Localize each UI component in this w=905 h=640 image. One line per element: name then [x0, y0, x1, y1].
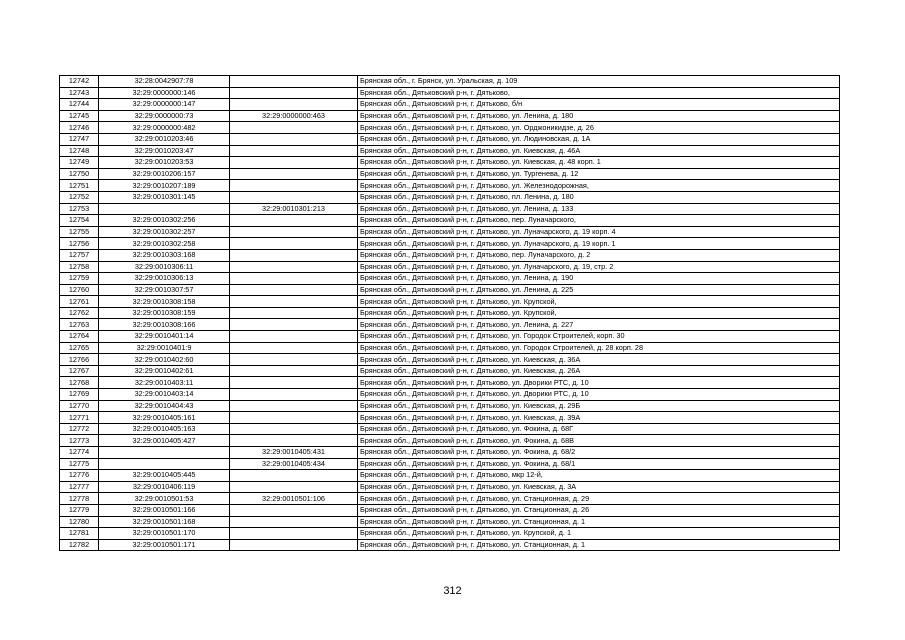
table-row — [60, 191, 840, 203]
address-cell: Брянская обл., г. Брянск, ул. Уральская, д. 109 — [358, 76, 840, 88]
table-row — [60, 481, 840, 493]
row-number-cell: 12776 — [60, 470, 99, 482]
cadastral-number-cell: 32:29:0010203:46 — [99, 133, 230, 145]
cadastral-number-cell: 32:29:0010501:168 — [99, 516, 230, 528]
cadastral-number-cell: 32:29:0010501:171 — [99, 539, 230, 551]
table-row — [60, 99, 840, 111]
cadastral-number-cell: 32:29:0010303:168 — [99, 249, 230, 261]
related-cadastral-number-cell — [230, 273, 358, 285]
cadastral-number-cell: 32:29:0010501:53 — [99, 493, 230, 505]
cadastral-number-cell: 32:29:0010405:163 — [99, 423, 230, 435]
address-cell: Брянская обл., Дятьковский р-н, г. Дятьково, ул. Ленина, д. 133 — [358, 203, 840, 215]
row-number-cell: 12760 — [60, 284, 99, 296]
address-cell: Брянская обл., Дятьковский р-н, г. Дятьково, ул. Железнодорожная, — [358, 180, 840, 192]
row-number-cell: 12751 — [60, 180, 99, 192]
row-number-cell: 12775 — [60, 458, 99, 470]
address-cell: Брянская обл., Дятьковский р-н, г. Дятьково, ул. Станционная, д. 26 — [358, 504, 840, 516]
row-number-cell: 12748 — [60, 145, 99, 157]
address-cell: Брянская обл., Дятьковский р-н, г. Дятьково, ул. Станционная, д. 1 — [358, 539, 840, 551]
row-number-cell: 12757 — [60, 249, 99, 261]
cadastral-number-cell: 32:29:0010301:145 — [99, 191, 230, 203]
related-cadastral-number-cell — [230, 191, 358, 203]
related-cadastral-number-cell — [230, 99, 358, 111]
table-row — [60, 528, 840, 540]
address-cell: Брянская обл., Дятьковский р-н, г. Дятьково, ул. Городок Строителей, корп. 30 — [358, 331, 840, 343]
table-row — [60, 458, 840, 470]
table-row — [60, 319, 840, 331]
related-cadastral-number-cell — [230, 307, 358, 319]
table-row — [60, 447, 840, 459]
address-cell: Брянская обл., Дятьковский р-н, г. Дятьково, пер. Луначарского, — [358, 215, 840, 227]
related-cadastral-number-cell — [230, 226, 358, 238]
cadastral-number-cell: 32:29:0010203:47 — [99, 145, 230, 157]
address-cell: Брянская обл., Дятьковский р-н, г. Дятьково, пл. Ленина, д. 180 — [358, 191, 840, 203]
row-number-cell: 12747 — [60, 133, 99, 145]
address-cell: Брянская обл., Дятьковский р-н, г. Дятьково, ул. Фокина, д. 68/1 — [358, 458, 840, 470]
row-number-cell: 12782 — [60, 539, 99, 551]
cadastral-number-cell: 32:29:0010206:157 — [99, 168, 230, 180]
table-row — [60, 122, 840, 134]
related-cadastral-number-cell — [230, 435, 358, 447]
row-number-cell: 12755 — [60, 226, 99, 238]
table-row — [60, 273, 840, 285]
cadastral-number-cell: 32:29:0010501:170 — [99, 528, 230, 540]
cadastral-number-cell: 32:29:0010406:119 — [99, 481, 230, 493]
table-row — [60, 249, 840, 261]
table-row — [60, 168, 840, 180]
address-cell: Брянская обл., Дятьковский р-н, г. Дятьково, ул. Киевская, д. 46А — [358, 145, 840, 157]
row-number-cell: 12768 — [60, 377, 99, 389]
row-number-cell: 12763 — [60, 319, 99, 331]
table-row — [60, 539, 840, 551]
row-number-cell: 12758 — [60, 261, 99, 273]
related-cadastral-number-cell — [230, 539, 358, 551]
row-number-cell: 12754 — [60, 215, 99, 227]
table-row — [60, 423, 840, 435]
cadastral-number-cell: 32:29:0010403:11 — [99, 377, 230, 389]
table-row — [60, 342, 840, 354]
address-cell: Брянская обл., Дятьковский р-н, г. Дятьково, ул. Луначарского, д. 19 корп. 4 — [358, 226, 840, 238]
related-cadastral-number-cell — [230, 342, 358, 354]
related-cadastral-number-cell: 32:29:0010405:434 — [230, 458, 358, 470]
related-cadastral-number-cell: 32:29:0010405:431 — [230, 447, 358, 459]
cadastral-number-cell — [99, 203, 230, 215]
table-row — [60, 470, 840, 482]
related-cadastral-number-cell — [230, 261, 358, 273]
cadastral-number-cell — [99, 458, 230, 470]
row-number-cell: 12749 — [60, 157, 99, 169]
address-cell: Брянская обл., Дятьковский р-н, г. Дятьково, ул. Крупской, — [358, 296, 840, 308]
row-number-cell: 12778 — [60, 493, 99, 505]
related-cadastral-number-cell — [230, 157, 358, 169]
row-number-cell: 12770 — [60, 400, 99, 412]
table-row — [60, 226, 840, 238]
address-cell: Брянская обл., Дятьковский р-н, г. Дятьково, ул. Станционная, д. 29 — [358, 493, 840, 505]
table-row — [60, 145, 840, 157]
address-cell: Брянская обл., Дятьковский р-н, г. Дятьково, ул. Людиновская, д. 1А — [358, 133, 840, 145]
cadastral-number-cell: 32:29:0010203:53 — [99, 157, 230, 169]
row-number-cell: 12746 — [60, 122, 99, 134]
address-cell: Брянская обл., Дятьковский р-н, г. Дятьково, ул. Орджоникидзе, д. 26 — [358, 122, 840, 134]
table-row — [60, 296, 840, 308]
related-cadastral-number-cell — [230, 168, 358, 180]
cadastral-number-cell: 32:29:0010403:14 — [99, 389, 230, 401]
related-cadastral-number-cell — [230, 481, 358, 493]
cadastral-number-cell: 32:29:0010302:258 — [99, 238, 230, 250]
related-cadastral-number-cell — [230, 504, 358, 516]
row-number-cell: 12766 — [60, 354, 99, 366]
row-number-cell: 12752 — [60, 191, 99, 203]
address-cell: Брянская обл., Дятьковский р-н, г. Дятьково, ул. Киевская, д. 3А — [358, 481, 840, 493]
row-number-cell: 12772 — [60, 423, 99, 435]
address-cell: Брянская обл., Дятьковский р-н, г. Дятьково, ул. Городок Строителей, д. 28 корп. 28 — [358, 342, 840, 354]
related-cadastral-number-cell — [230, 354, 358, 366]
table-row — [60, 76, 840, 88]
table-row — [60, 261, 840, 273]
cadastral-number-cell: 32:29:0010308:166 — [99, 319, 230, 331]
related-cadastral-number-cell: 32:29:0010301:213 — [230, 203, 358, 215]
address-cell: Брянская обл., Дятьковский р-н, г. Дятьково, б/н — [358, 99, 840, 111]
related-cadastral-number-cell — [230, 331, 358, 343]
table-row — [60, 354, 840, 366]
table-row — [60, 365, 840, 377]
row-number-cell: 12753 — [60, 203, 99, 215]
address-cell: Брянская обл., Дятьковский р-н, г. Дятьково, ул. Луначарского, д. 19 корп. 1 — [358, 238, 840, 250]
cadastral-number-cell: 32:29:0010307:57 — [99, 284, 230, 296]
related-cadastral-number-cell — [230, 249, 358, 261]
address-cell: Брянская обл., Дятьковский р-н, г. Дятьково, ул. Киевская, д. 26А — [358, 365, 840, 377]
table-row — [60, 400, 840, 412]
address-cell: Брянская обл., Дятьковский р-н, г. Дятьково, ул. Киевская, д. 48 корп. 1 — [358, 157, 840, 169]
row-number-cell: 12759 — [60, 273, 99, 285]
cadastral-number-cell: 32:29:0000000:73 — [99, 110, 230, 122]
address-cell: Брянская обл., Дятьковский р-н, г. Дятьково, ул. Ленина, д. 227 — [358, 319, 840, 331]
table-row — [60, 215, 840, 227]
address-cell: Брянская обл., Дятьковский р-н, г. Дятьково, ул. Ленина, д. 190 — [358, 273, 840, 285]
address-cell: Брянская обл., Дятьковский р-н, г. Дятьково, ул. Дворики РТС, д. 10 — [358, 389, 840, 401]
table-row — [60, 87, 840, 99]
table-row — [60, 157, 840, 169]
table-row — [60, 238, 840, 250]
address-cell: Брянская обл., Дятьковский р-н, г. Дятьково, — [358, 87, 840, 99]
table-row — [60, 493, 840, 505]
table-row — [60, 331, 840, 343]
address-cell: Брянская обл., Дятьковский р-н, г. Дятьково, ул. Киевская, д. 39А — [358, 412, 840, 424]
row-number-cell: 12781 — [60, 528, 99, 540]
cadastral-number-cell: 32:29:0010306:11 — [99, 261, 230, 273]
address-cell: Брянская обл., Дятьковский р-н, г. Дятьково, ул. Тургенева, д. 12 — [358, 168, 840, 180]
cadastral-number-cell: 32:29:0010207:189 — [99, 180, 230, 192]
cadastral-number-cell: 32:29:0000000:147 — [99, 99, 230, 111]
cadastral-number-cell — [99, 447, 230, 459]
related-cadastral-number-cell — [230, 284, 358, 296]
cadastral-number-cell: 32:29:0010405:445 — [99, 470, 230, 482]
row-number-cell: 12743 — [60, 87, 99, 99]
table-row — [60, 133, 840, 145]
table-row — [60, 412, 840, 424]
address-cell: Брянская обл., Дятьковский р-н, г. Дятьково, ул. Крупской, — [358, 307, 840, 319]
table-row — [60, 377, 840, 389]
related-cadastral-number-cell — [230, 133, 358, 145]
address-cell: Брянская обл., Дятьковский р-н, г. Дятьково, ул. Луначарского, д. 19, стр. 2 — [358, 261, 840, 273]
page-number: 312 — [443, 585, 462, 597]
row-number-cell: 12750 — [60, 168, 99, 180]
address-cell: Брянская обл., Дятьковский р-н, г. Дятьково, ул. Станционная, д. 1 — [358, 516, 840, 528]
address-cell: Брянская обл., Дятьковский р-н, г. Дятьково, ул. Ленина, д. 180 — [358, 110, 840, 122]
related-cadastral-number-cell — [230, 389, 358, 401]
related-cadastral-number-cell — [230, 528, 358, 540]
related-cadastral-number-cell — [230, 365, 358, 377]
row-number-cell: 12780 — [60, 516, 99, 528]
related-cadastral-number-cell — [230, 76, 358, 88]
cadastral-number-cell: 32:28:0042907:78 — [99, 76, 230, 88]
row-number-cell: 12771 — [60, 412, 99, 424]
row-number-cell: 12762 — [60, 307, 99, 319]
cadastral-number-cell: 32:29:0010402:60 — [99, 354, 230, 366]
related-cadastral-number-cell: 32:29:0010501:106 — [230, 493, 358, 505]
related-cadastral-number-cell — [230, 319, 358, 331]
cadastral-number-cell: 32:29:0010401:9 — [99, 342, 230, 354]
cadastral-number-cell: 32:29:0010306:13 — [99, 273, 230, 285]
related-cadastral-number-cell — [230, 400, 358, 412]
related-cadastral-number-cell — [230, 423, 358, 435]
address-cell: Брянская обл., Дятьковский р-н, г. Дятьково, ул. Фокина, д. 68В — [358, 435, 840, 447]
cadastral-number-cell: 32:29:0000000:146 — [99, 87, 230, 99]
related-cadastral-number-cell — [230, 145, 358, 157]
related-cadastral-number-cell: 32:29:0000000:463 — [230, 110, 358, 122]
cadastral-number-cell: 32:29:0010302:257 — [99, 226, 230, 238]
address-cell: Брянская обл., Дятьковский р-н, г. Дятьково, ул. Фокина, д. 68Г — [358, 423, 840, 435]
related-cadastral-number-cell — [230, 296, 358, 308]
table-row — [60, 516, 840, 528]
related-cadastral-number-cell — [230, 87, 358, 99]
address-cell: Брянская обл., Дятьковский р-н, г. Дятьково, ул. Киевская, д. 29Б — [358, 400, 840, 412]
row-number-cell: 12767 — [60, 365, 99, 377]
row-number-cell: 12761 — [60, 296, 99, 308]
table-row — [60, 110, 840, 122]
address-cell: Брянская обл., Дятьковский р-н, г. Дятьково, ул. Фокина, д. 68/2 — [358, 447, 840, 459]
registry-table-body — [60, 76, 840, 551]
row-number-cell: 12773 — [60, 435, 99, 447]
row-number-cell: 12769 — [60, 389, 99, 401]
row-number-cell: 12756 — [60, 238, 99, 250]
row-number-cell: 12777 — [60, 481, 99, 493]
table-row — [60, 307, 840, 319]
related-cadastral-number-cell — [230, 516, 358, 528]
cadastral-number-cell: 32:29:0010402:61 — [99, 365, 230, 377]
cadastral-number-cell: 32:29:0010308:158 — [99, 296, 230, 308]
row-number-cell: 12765 — [60, 342, 99, 354]
table-row — [60, 203, 840, 215]
address-cell: Брянская обл., Дятьковский р-н, г. Дятьково, ул. Крупской, д. 1 — [358, 528, 840, 540]
row-number-cell: 12745 — [60, 110, 99, 122]
address-cell: Брянская обл., Дятьковский р-н, г. Дятьково, ул. Киевская, д. 36А — [358, 354, 840, 366]
address-cell: Брянская обл., Дятьковский р-н, г. Дятьково, мкр 12-й, — [358, 470, 840, 482]
related-cadastral-number-cell — [230, 122, 358, 134]
related-cadastral-number-cell — [230, 238, 358, 250]
row-number-cell: 12742 — [60, 76, 99, 88]
row-number-cell: 12779 — [60, 504, 99, 516]
row-number-cell: 12764 — [60, 331, 99, 343]
registry-table — [59, 75, 840, 551]
table-row — [60, 389, 840, 401]
address-cell: Брянская обл., Дятьковский р-н, г. Дятьково, ул. Ленина, д. 225 — [358, 284, 840, 296]
table-row — [60, 284, 840, 296]
address-cell: Брянская обл., Дятьковский р-н, г. Дятьково, пер. Луначарского, д. 2 — [358, 249, 840, 261]
table-row — [60, 435, 840, 447]
related-cadastral-number-cell — [230, 215, 358, 227]
row-number-cell: 12774 — [60, 447, 99, 459]
cadastral-number-cell: 32:29:0010308:159 — [99, 307, 230, 319]
related-cadastral-number-cell — [230, 470, 358, 482]
cadastral-number-cell: 32:29:0000000:482 — [99, 122, 230, 134]
table-row — [60, 504, 840, 516]
related-cadastral-number-cell — [230, 377, 358, 389]
cadastral-number-cell: 32:29:0010405:161 — [99, 412, 230, 424]
row-number-cell: 12744 — [60, 99, 99, 111]
address-cell: Брянская обл., Дятьковский р-н, г. Дятьково, ул. Дворики РТС, д. 10 — [358, 377, 840, 389]
table-row — [60, 180, 840, 192]
cadastral-number-cell: 32:29:0010405:427 — [99, 435, 230, 447]
related-cadastral-number-cell — [230, 412, 358, 424]
cadastral-number-cell: 32:29:0010501:166 — [99, 504, 230, 516]
cadastral-number-cell: 32:29:0010404:43 — [99, 400, 230, 412]
related-cadastral-number-cell — [230, 180, 358, 192]
cadastral-number-cell: 32:29:0010302:256 — [99, 215, 230, 227]
cadastral-number-cell: 32:29:0010401:14 — [99, 331, 230, 343]
